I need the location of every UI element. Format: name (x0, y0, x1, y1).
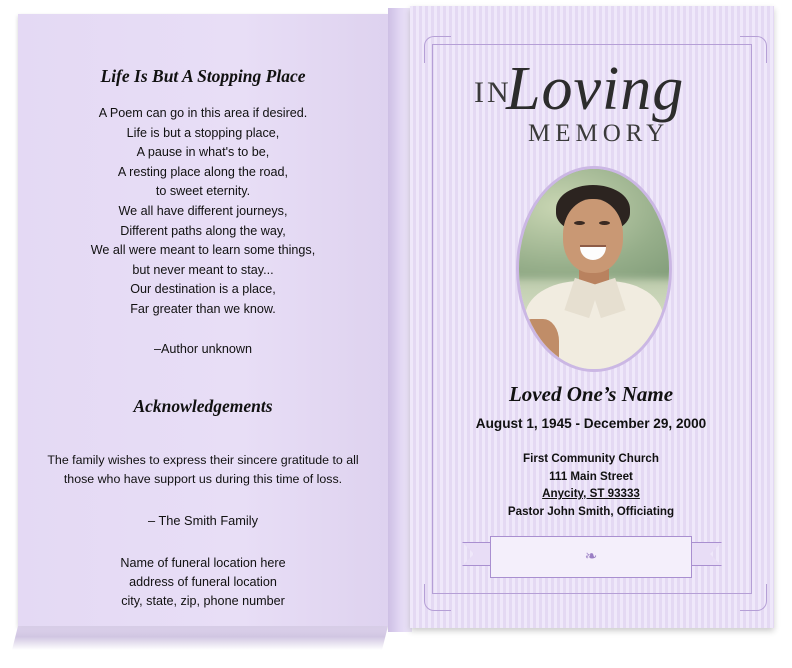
poem-line: A pause in what's to be, (136, 145, 270, 160)
poem-line: Different paths along the way, (120, 223, 286, 238)
poem-body (18, 104, 388, 320)
program-spine (388, 8, 412, 632)
funeral-location-line: city, state, zip, phone number (121, 593, 285, 608)
poem-title: Life Is But A Stopping Place (100, 66, 306, 86)
ribbon-banner (468, 536, 714, 578)
photo-eye-left (574, 221, 585, 225)
cover-title-memory: MEMORY (528, 120, 670, 147)
leaf-ornament-icon: ❧ (584, 548, 598, 565)
poem-line: We all have different journeys, (118, 203, 288, 218)
funeral-location-line: address of funeral location (129, 574, 277, 589)
poem-author: –Author unknown (153, 341, 253, 356)
service-info (432, 450, 750, 520)
cover-page (410, 6, 774, 628)
service-info-line: First Community Church (523, 452, 659, 465)
funeral-location-line: Name of funeral location here (120, 555, 286, 570)
page-fold-shadow (12, 626, 388, 650)
funeral-location-block (18, 554, 388, 611)
poem-line: to sweet eternity. (155, 184, 251, 199)
ribbon-center-box (490, 536, 692, 578)
service-info-line: Pastor John Smith, Officiating (507, 504, 675, 518)
poem-line: Far greater than we know. (130, 301, 276, 316)
poem-line: We all were meant to learn some things, (90, 243, 316, 258)
poem-line: but never meant to stay... (132, 262, 274, 277)
portrait-photo (516, 166, 672, 372)
acknowledgements-title: Acknowledgements (133, 395, 273, 416)
poem-line: Our destination is a place, (130, 282, 276, 297)
inside-page-content (18, 14, 388, 626)
cover-content (432, 44, 750, 592)
service-info-line: 111 Main Street (549, 469, 633, 483)
photo-face (563, 199, 623, 273)
cover-title-in: IN (474, 76, 512, 109)
poem-line: Life is but a stopping place, (126, 125, 280, 140)
service-info-line: Anycity, ST 93333 (542, 487, 640, 500)
deceased-name: Loved One’s Name (508, 382, 674, 406)
photo-arm (519, 319, 559, 372)
acknowledgements-body: The family wishes to express their sincere gratitude to all those who have support us during this time of loss. (47, 452, 359, 486)
poem-line: A Poem can go in this area if desired. (98, 106, 308, 120)
poem-line: A resting place along the road, (117, 164, 289, 179)
acknowledgements-family: – The Smith Family (148, 512, 258, 528)
photo-eye-right (599, 221, 610, 225)
cover-title-loving: Loving (506, 55, 685, 123)
inside-page (18, 14, 388, 626)
life-dates: August 1, 1945 - December 29, 2000 (475, 416, 707, 431)
portrait-photo-image (519, 169, 669, 369)
